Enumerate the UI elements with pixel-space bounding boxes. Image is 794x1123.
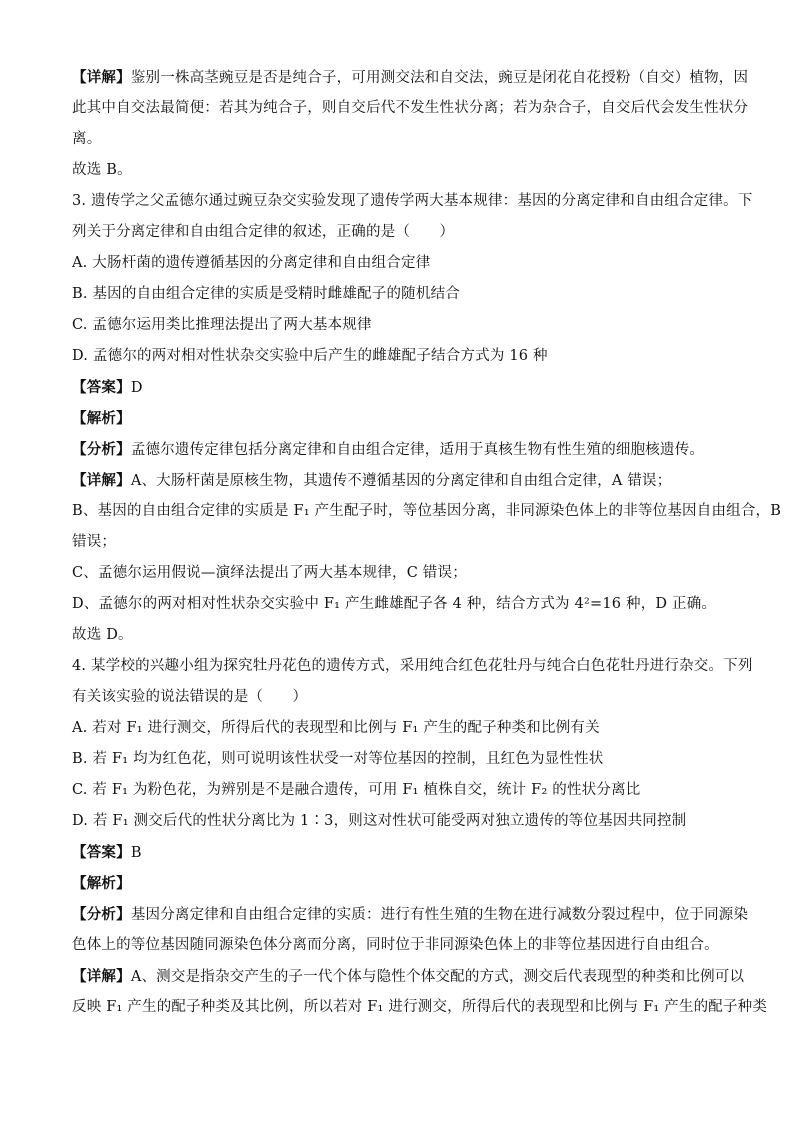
text-line xyxy=(72,992,768,1023)
line-text: B. 若 F₁ 均为红色花，则可说明该性状受一对等位基因的控制，且红色为显性性状 xyxy=(72,751,604,767)
line-text: C、孟德尔运用假说—演绎法提出了两大基本规律，C 错误； xyxy=(72,565,467,581)
text-line xyxy=(72,155,732,186)
text-line xyxy=(72,93,749,124)
analysis-heading xyxy=(72,868,732,899)
line-text: B. 基因的自由组合定律的实质是受精时雌雄配子的随机结合 xyxy=(72,286,460,302)
text-line xyxy=(72,744,732,775)
line-text: 4. 某学校的兴趣小组为探究牡丹花色的遗传方式，采用纯合红色花牡丹与纯合白色花牡丹进行杂交。下列 xyxy=(72,658,753,674)
section-tag: 【分析】 xyxy=(72,906,131,923)
text-line xyxy=(72,496,782,527)
line-text: 此其中自交法最简便：若其为纯合子，则自交后代不发生性状分离；若为杂合子，自交后代会发生性状分 xyxy=(72,100,749,116)
text-line xyxy=(72,279,732,310)
text-line xyxy=(72,217,732,248)
line-text: A、测交是指杂交产生的子一代个体与隐性个体交配的方式，测交后代表现型的种类和比例可以 xyxy=(130,969,745,985)
line-text: 基因分离定律和自由组合定律的实质：进行有性生殖的生物在进行减数分裂过程中，位于同源染 xyxy=(130,907,749,923)
line-text: D. 若 F₁ 测交后代的性状分离比为 1∶3，则这对性状可能受两对独立遗传的等位基因共同控制 xyxy=(72,813,687,829)
text-line xyxy=(72,558,732,589)
section-tag: 【详解】 xyxy=(72,968,131,985)
line-text: 鉴别一株高茎豌豆是否是纯合子，可用测交法和自交法，豌豆是闭花自花授粉（自交）植物，因 xyxy=(130,70,749,86)
line-text: 错误； xyxy=(72,534,117,550)
text-line xyxy=(72,124,732,155)
line-text: B、基因的自由组合定律的实质是 F₁ 产生配子时，等位基因分离，非同源染色体上的非等位基因自由组合，B xyxy=(72,503,782,519)
document-page xyxy=(72,62,782,1023)
text-line xyxy=(72,310,732,341)
answer-line xyxy=(72,372,732,403)
question-stem xyxy=(72,186,753,217)
explanation-line xyxy=(72,465,732,496)
text-line xyxy=(72,589,732,620)
line-text: 孟德尔遗传定律包括分离定律和自由组合定律，适用于真核生物有性生殖的细胞核遗传。 xyxy=(130,442,705,458)
text-line xyxy=(72,527,732,558)
text-line xyxy=(72,248,732,279)
text-line xyxy=(72,620,732,651)
text-line xyxy=(72,341,732,372)
question-stem xyxy=(72,651,753,682)
line-text: 色体上的等位基因随同源染色体分离而分离，同时位于非同源染色体上的非等位基因进行自由组合。 xyxy=(72,937,719,953)
text-line xyxy=(72,682,732,713)
line-text: A. 若对 F₁ 进行测交，所得后代的表现型和比例与 F₁ 产生的配子种类和比例有关 xyxy=(72,720,600,736)
line-text: 故选 D。 xyxy=(72,627,133,643)
line-text: B xyxy=(130,845,142,861)
answer-line xyxy=(72,837,732,868)
line-text: 列关于分离定律和自由组合定律的叙述，正确的是（ ） xyxy=(72,224,455,240)
line-text: 反映 F₁ 产生的配子种类及其比例，所以若对 F₁ 进行测交，所得后代的表现型和比例与 F₁ 产生的配子种类 xyxy=(72,999,768,1015)
line-text: D、孟德尔的两对相对性状杂交实验中 F₁ 产生雌雄配子各 4 种，结合方式为 4²=16 种，D 正确。 xyxy=(72,596,717,612)
explanation-line xyxy=(72,961,745,992)
analysis-heading xyxy=(72,403,732,434)
line-text: D xyxy=(130,380,143,396)
line-text: A、大肠杆菌是原核生物，其遗传不遵循基因的分离定律和自由组合定律，A 错误； xyxy=(130,473,672,489)
text-line xyxy=(72,930,732,961)
line-text: C. 孟德尔运用类比推理法提出了两大基本规律 xyxy=(72,317,372,333)
section-tag: 【分析】 xyxy=(72,441,131,458)
text-line xyxy=(72,713,732,744)
line-text: 故选 B。 xyxy=(72,162,132,178)
line-text: D. 孟德尔的两对相对性状杂交实验中后产生的雌雄配子结合方式为 16 种 xyxy=(72,348,548,364)
section-tag: 【详解】 xyxy=(72,472,131,489)
explanation-line xyxy=(72,434,732,465)
line-text: C. 若 F₁ 为粉色花，为辨别是不是融合遗传，可用 F₁ 植株自交，统计 F₂ 的性状分离比 xyxy=(72,782,641,798)
text-line xyxy=(72,806,732,837)
section-tag: 【答案】 xyxy=(72,844,131,861)
line-text: 有关该实验的说法错误的是（ ） xyxy=(72,689,308,705)
text-line xyxy=(72,775,732,806)
section-tag: 【解析】 xyxy=(72,875,131,892)
line-text: 离。 xyxy=(72,131,102,147)
section-tag: 【解析】 xyxy=(72,410,131,427)
explanation-line xyxy=(72,899,749,930)
line-text: A. 大肠杆菌的遗传遵循基因的分离定律和自由组合定律 xyxy=(72,255,431,271)
section-tag: 【详解】 xyxy=(72,69,131,86)
line-text: 3. 遗传学之父孟德尔通过豌豆杂交实验发现了遗传学两大基本规律：基因的分离定律和自由组合定律。下 xyxy=(72,193,753,209)
explanation-line xyxy=(72,62,749,93)
section-tag: 【答案】 xyxy=(72,379,131,396)
